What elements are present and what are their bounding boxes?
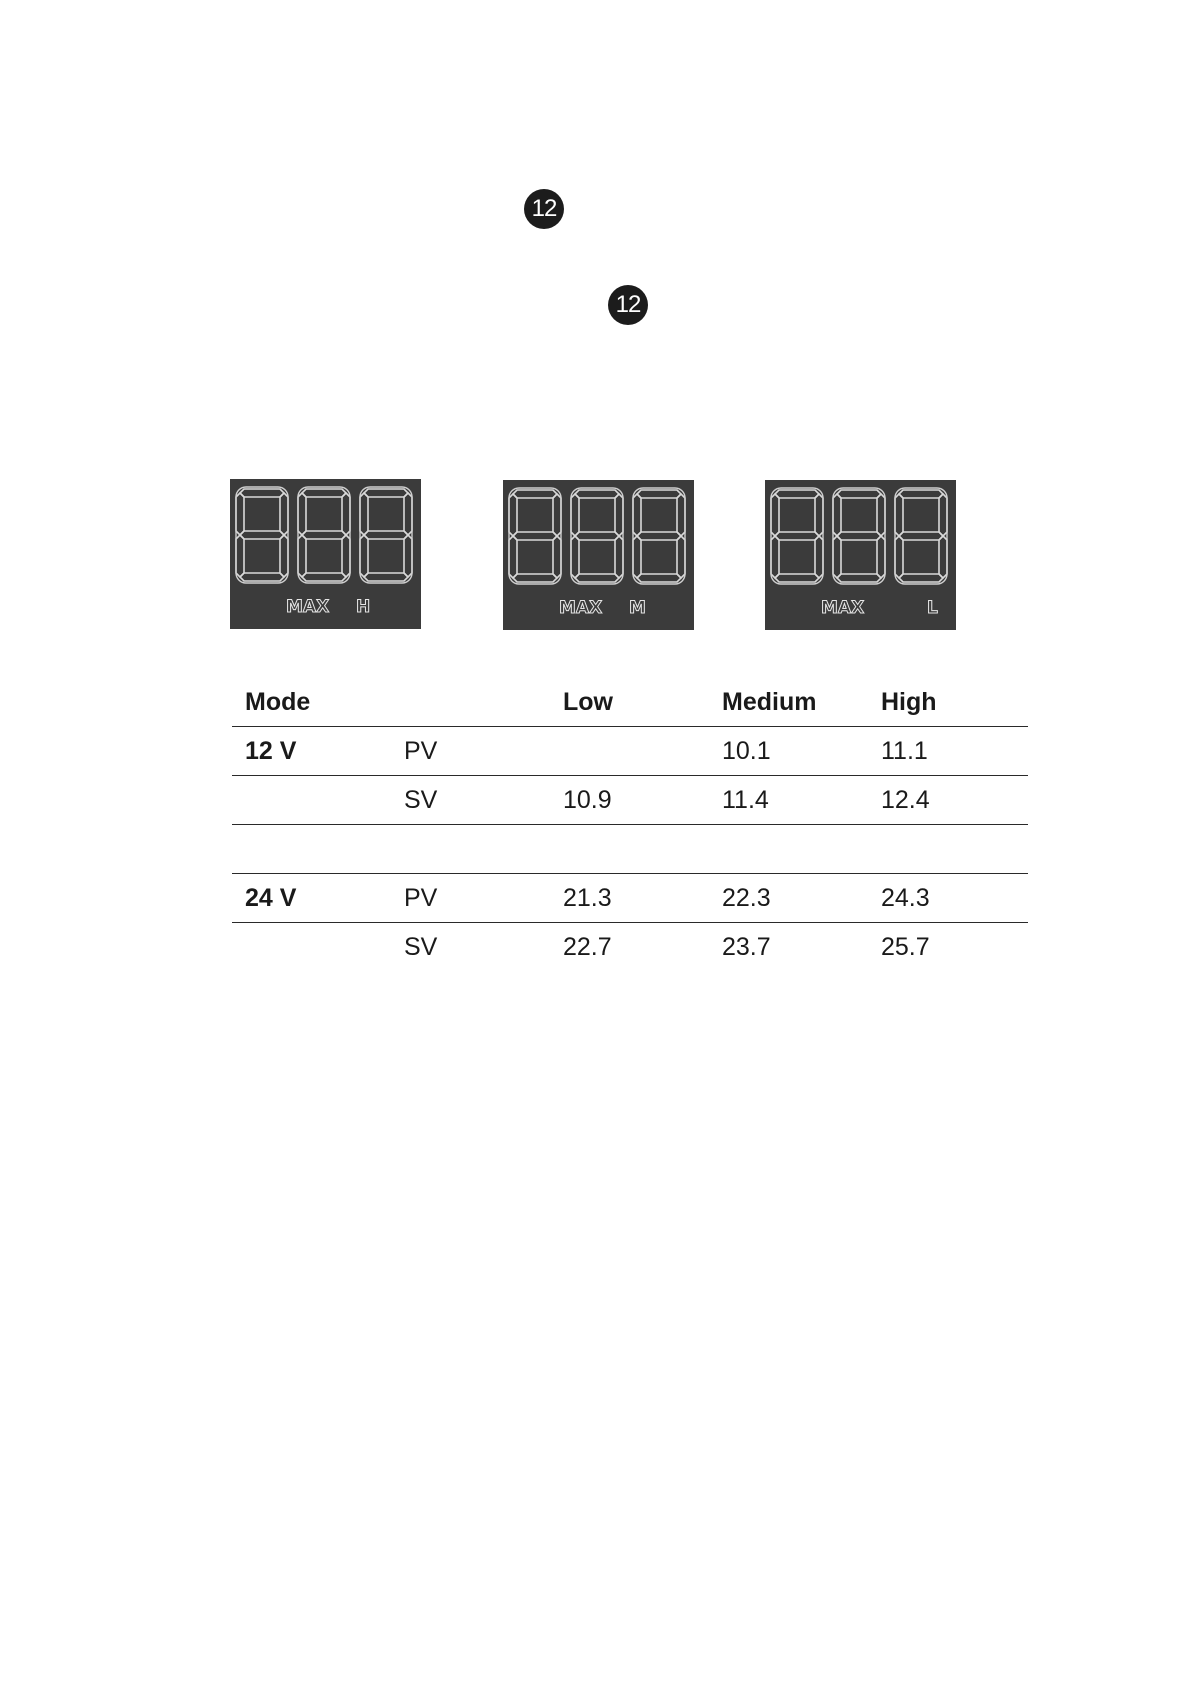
step-number-badge: 12 [524, 189, 564, 229]
header-high: High [868, 678, 1028, 727]
segment-outline [615, 494, 623, 536]
segment-outline [815, 494, 823, 536]
segment-outline [513, 532, 557, 540]
segment-outline [815, 536, 823, 578]
segment-outline [236, 535, 244, 577]
table-row [232, 874, 1028, 923]
cell-high: 24.3 [868, 874, 1028, 923]
table-header-row [232, 678, 1028, 727]
segment-outline [509, 536, 517, 578]
segment-outline [575, 574, 619, 582]
cell-medium: 23.7 [722, 932, 771, 961]
segment-outline [899, 532, 943, 540]
segment-outline [771, 494, 779, 536]
segment-outline [404, 535, 412, 577]
segment-outline [837, 574, 881, 582]
segment-outline [302, 573, 346, 581]
segment-outline [899, 574, 943, 582]
segment-outline [240, 573, 284, 581]
cell-mode: 12 V [232, 727, 391, 776]
segment-outline [571, 536, 579, 578]
segment-outline [571, 494, 579, 536]
cell-low: 21.3 [550, 874, 709, 923]
segment-outline [342, 493, 350, 535]
segment-outline [833, 536, 841, 578]
cell-type: PV [391, 727, 550, 776]
segment-outline [775, 574, 819, 582]
segment-outline [364, 573, 408, 581]
segment-outline [833, 494, 841, 536]
cell-type: SV [404, 932, 438, 961]
lcd-max-label: MAX [286, 597, 330, 617]
lcd-display-high [230, 479, 421, 629]
segment-outline [509, 494, 517, 536]
cell-medium [709, 825, 868, 874]
lcd-mode-label: L [927, 598, 938, 618]
segment-outline [240, 489, 284, 497]
cell-low [550, 727, 709, 776]
segment-outline [895, 536, 903, 578]
segment-outline [899, 490, 943, 498]
header-type [391, 678, 550, 727]
segment-outline [360, 535, 368, 577]
segment-outline [895, 494, 903, 536]
cell-low: 10.9 [550, 776, 709, 825]
segment-outline [615, 536, 623, 578]
segment-outline [771, 536, 779, 578]
segment-outline [513, 574, 557, 582]
header-medium: Medium [709, 678, 868, 727]
segment-outline [677, 536, 685, 578]
segment-outline [360, 493, 368, 535]
segment-outline [298, 535, 306, 577]
segment-outline [837, 490, 881, 498]
cell-high: 25.7 [881, 932, 930, 961]
lcd-mode-label: H [356, 597, 371, 617]
segment-outline [575, 490, 619, 498]
cell-mode [232, 923, 391, 972]
header-low: Low [550, 678, 709, 727]
table-row [232, 776, 1028, 825]
segment-outline [553, 494, 561, 536]
table-row [232, 825, 1028, 874]
segment-outline [240, 531, 284, 539]
table-row [232, 727, 1028, 776]
cell-medium: 22.3 [709, 874, 868, 923]
segment-outline [637, 574, 681, 582]
segment-outline [364, 531, 408, 539]
segment-outline [364, 489, 408, 497]
segment-outline [280, 535, 288, 577]
cell-medium: 10.1 [709, 727, 868, 776]
segment-outline [280, 493, 288, 535]
lcd-mode-label: M [629, 598, 646, 618]
segment-outline [837, 532, 881, 540]
segment-outline [877, 536, 885, 578]
segment-outline [404, 493, 412, 535]
segment-outline [302, 531, 346, 539]
segment-outline [939, 536, 947, 578]
segment-outline [637, 532, 681, 540]
cell-type [391, 825, 550, 874]
cell-mode [232, 825, 391, 874]
segment-outline [513, 490, 557, 498]
segment-outline [637, 490, 681, 498]
cell-low [550, 825, 709, 874]
cell-medium: 11.4 [709, 776, 868, 825]
lcd-display-low [765, 480, 956, 630]
cell-type: SV [391, 776, 550, 825]
segment-outline [342, 535, 350, 577]
segment-outline [302, 489, 346, 497]
cell-mode: 24 V [232, 874, 391, 923]
cell-high: 12.4 [868, 776, 1028, 825]
table-row [232, 923, 1028, 972]
segment-outline [236, 493, 244, 535]
segment-outline [633, 536, 641, 578]
voltage-mode-table [232, 678, 1028, 971]
segment-outline [775, 532, 819, 540]
cell-high [868, 825, 1028, 874]
lcd-max-label: MAX [821, 598, 865, 618]
segment-outline [939, 494, 947, 536]
cell-high: 11.1 [868, 727, 1028, 776]
cell-low: 22.7 [563, 932, 612, 961]
segment-outline [298, 493, 306, 535]
step-number-badge: 12 [608, 285, 648, 325]
segment-outline [575, 532, 619, 540]
cell-mode [232, 776, 391, 825]
segment-outline [553, 536, 561, 578]
header-mode: Mode [232, 678, 391, 727]
segment-outline [633, 494, 641, 536]
lcd-max-label: MAX [559, 598, 603, 618]
cell-type: PV [391, 874, 550, 923]
segment-outline [775, 490, 819, 498]
segment-outline [877, 494, 885, 536]
lcd-display-medium [503, 480, 694, 630]
segment-outline [677, 494, 685, 536]
